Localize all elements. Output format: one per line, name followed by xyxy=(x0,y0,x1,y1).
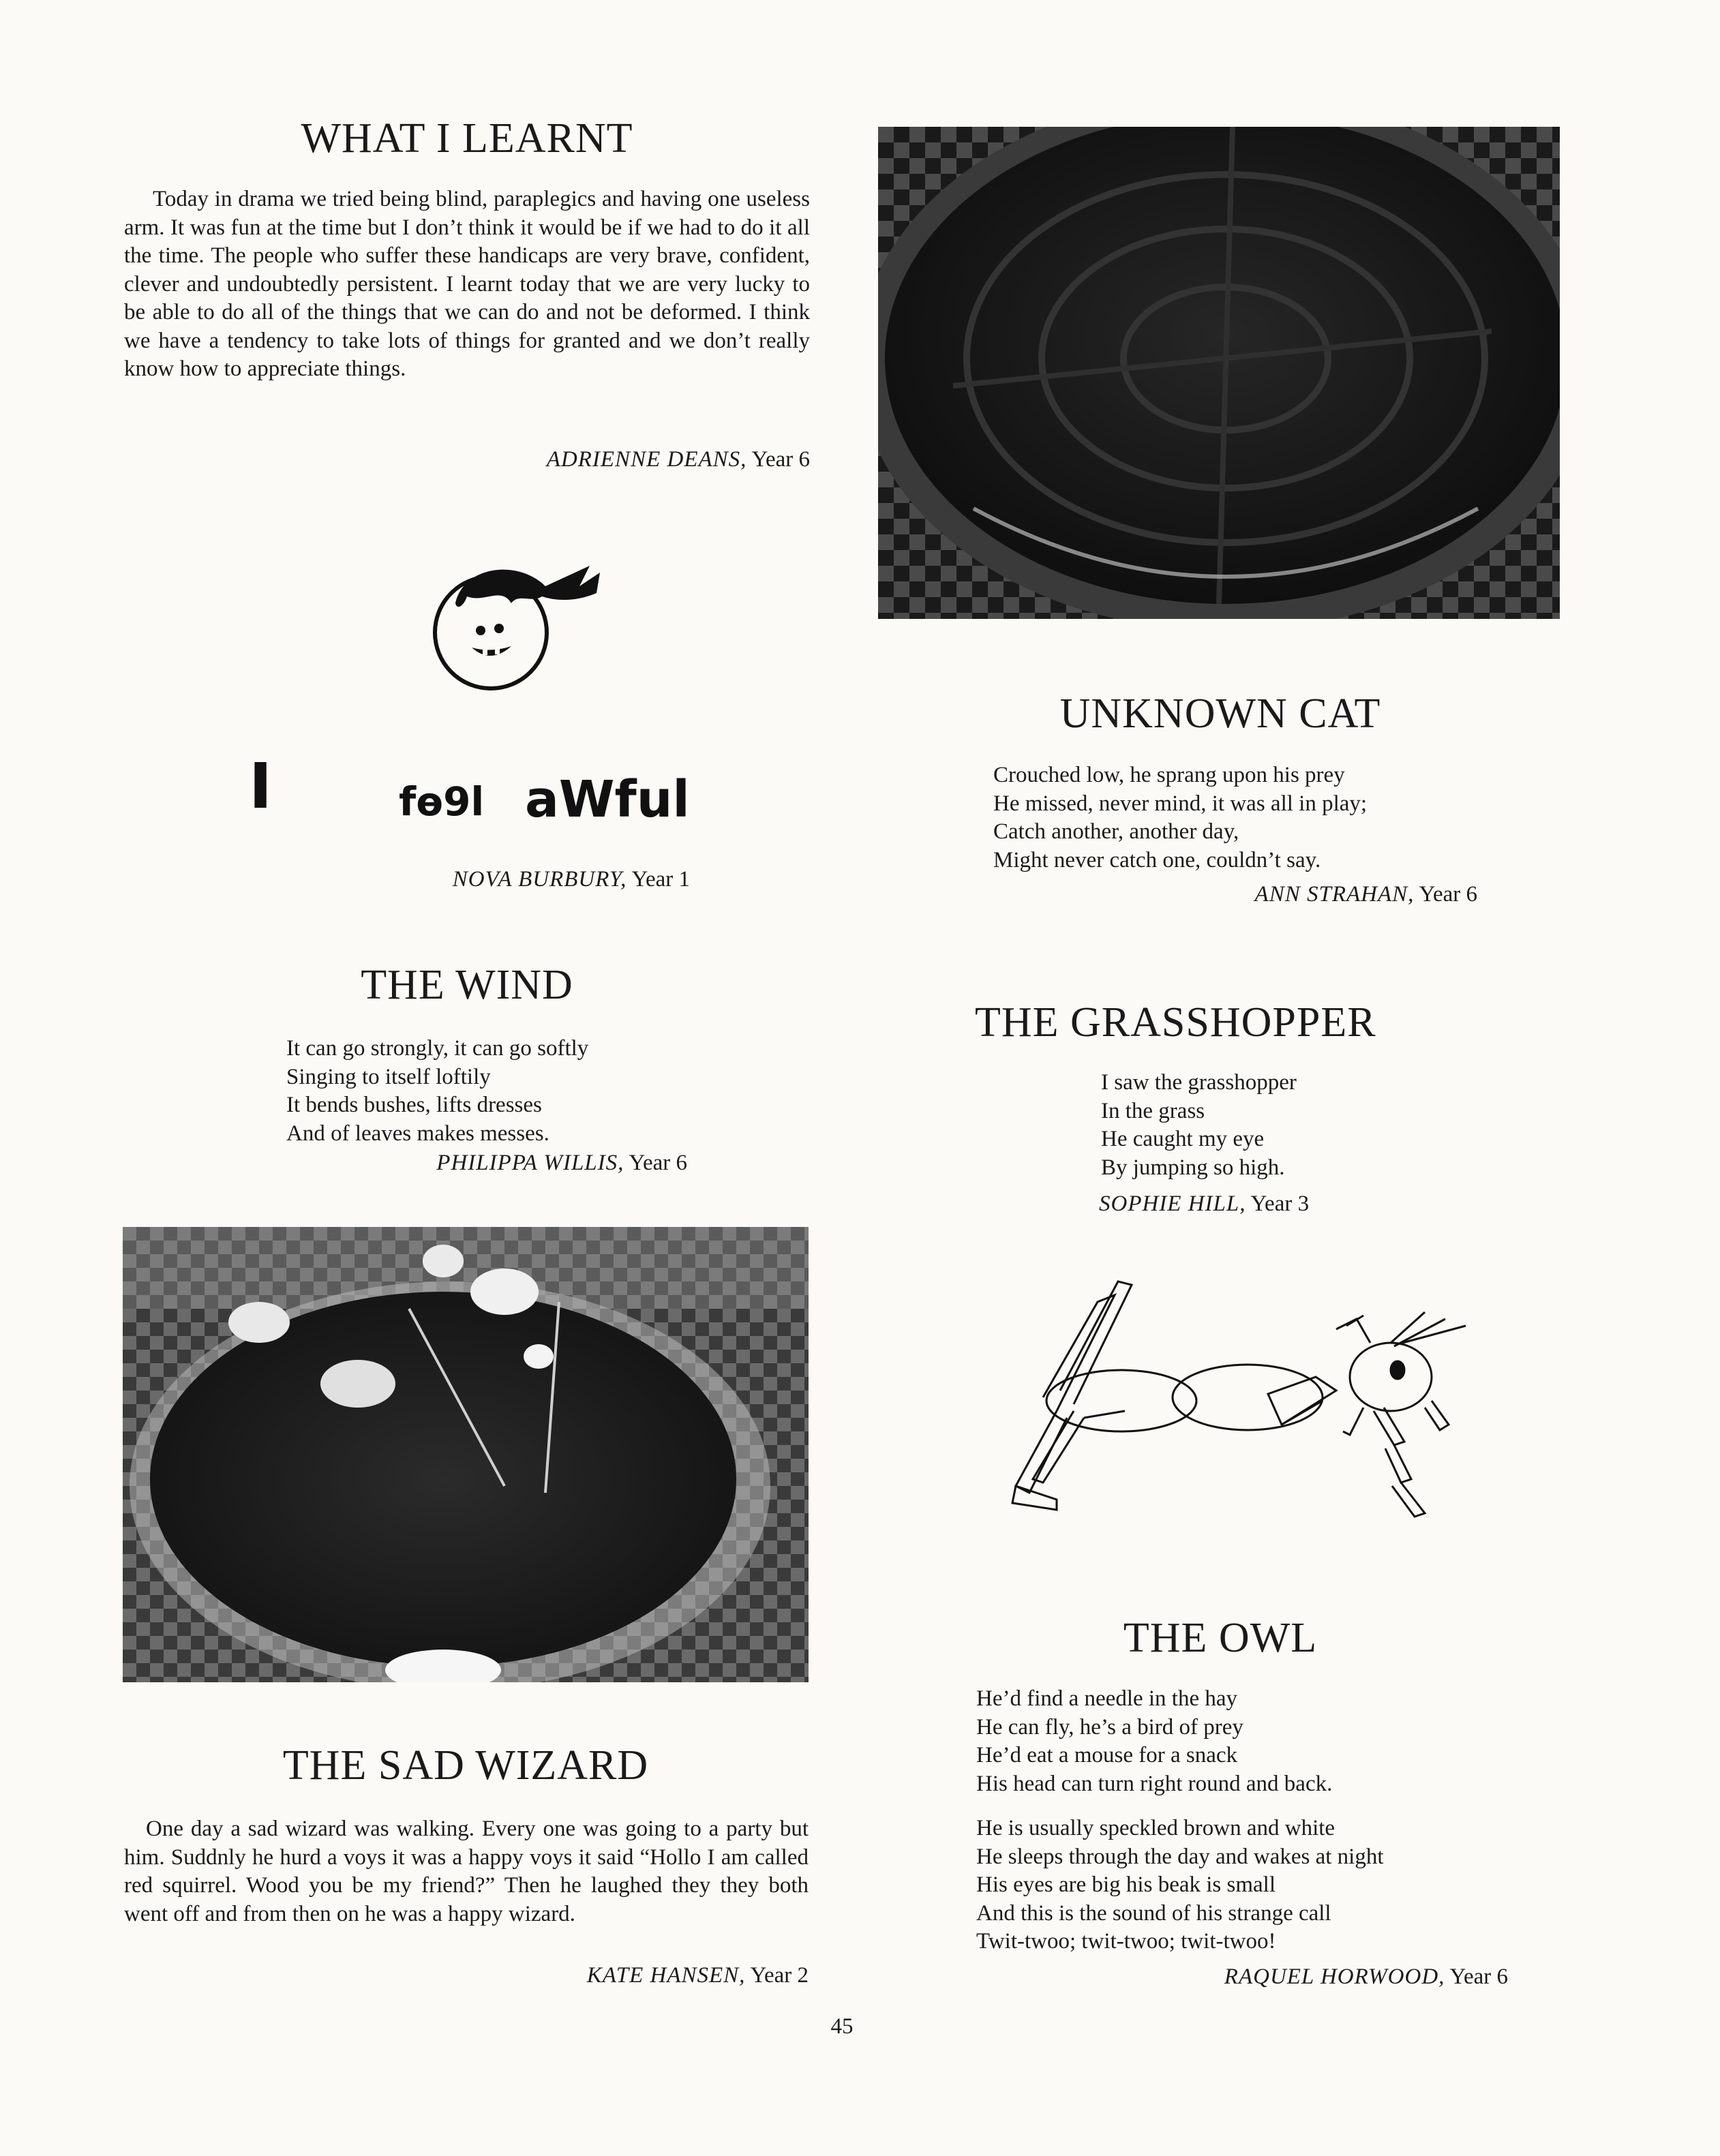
poem-line: In the grass xyxy=(1101,1098,1205,1123)
what-i-learnt-title: WHAT I LEARNT xyxy=(301,115,633,162)
author-year: Year 6 xyxy=(629,1151,687,1175)
author-year: Year 6 xyxy=(1449,1964,1508,1989)
the-owl-stanza-1 xyxy=(976,1685,1542,1798)
author-name: RAQUEL HORWOOD, xyxy=(1224,1964,1445,1989)
poem-line: It bends bushes, lifts dresses xyxy=(286,1093,542,1117)
poem-line: He’d eat a mouse for a snack xyxy=(976,1743,1237,1767)
author-name: NOVA BURBURY, xyxy=(452,867,627,892)
grasshopper-byline xyxy=(1099,1191,1309,1217)
the-wind-title: THE WIND xyxy=(361,962,573,1008)
dark-cake-photo xyxy=(878,127,1560,619)
author-year: Year 3 xyxy=(1250,1191,1310,1216)
handwritten-i: I xyxy=(249,750,273,823)
what-i-learnt-body: Today in drama we tried being blind, paraplegics and having one useless arm. It was fun at the time but I don’t think it would be if we had to do it all the time. The people who suffer these handicaps are very brave, confident, clever and undoubtedly persistent. I learnt today that we are very lucky to be able to do all of the things that we can do and not be deformed. I think we have a tendency to take lots of things for granted and we don’t really know how to appreciate things. xyxy=(124,187,810,381)
poem-line: Catch another, another day, xyxy=(993,819,1239,844)
grasshopper-drawing xyxy=(954,1254,1486,1547)
what-i-learnt-byline xyxy=(124,446,810,474)
poem-line: Singing to itself loftily xyxy=(286,1064,491,1089)
author-year: Year 6 xyxy=(1419,882,1477,907)
poem-line: His head can turn right round and back. xyxy=(976,1771,1333,1796)
author-year: Year 1 xyxy=(631,867,690,892)
the-wind-poem xyxy=(286,1035,764,1148)
handwritten-awful: aWful xyxy=(525,770,690,829)
author-year: Year 2 xyxy=(750,1963,809,1988)
page-number: 45 xyxy=(830,2014,854,2039)
author-name: KATE HANSEN, xyxy=(586,1963,746,1988)
poem-line: He missed, never mind, it was all in play; xyxy=(993,791,1368,816)
grasshopper-poem xyxy=(1101,1069,1442,1182)
author-name: ADRIENNE DEANS, xyxy=(546,447,747,472)
poem-line: It can go strongly, it can go softly xyxy=(286,1036,589,1061)
unknown-cat-byline xyxy=(993,881,1477,909)
the-wind-byline xyxy=(286,1149,687,1177)
unknown-cat-title: UNKNOWN CAT xyxy=(1059,690,1381,737)
the-owl-byline xyxy=(976,1963,1508,1991)
author-year: Year 6 xyxy=(751,447,810,472)
poem-line: I saw the grasshopper xyxy=(1101,1070,1297,1095)
sad-wizard-body: One day a sad wizard was walking. Every one was going to a party but him. Suddnly he hurd a voys it was a happy voys it said “Hollo I am called red squirrel. Wood you be my friend?” Then he laughed they they both went off and from then on he was a happy wizard. xyxy=(124,1817,809,1926)
poem-line: Crouched low, he sprang upon his prey xyxy=(993,763,1345,787)
sad-wizard-title: THE SAD WIZARD xyxy=(282,1742,649,1789)
author-name: SOPHIE HILL, xyxy=(1099,1191,1246,1216)
poem-line: Twit-twoo; twit-twoo; twit-twoo! xyxy=(976,1929,1276,1954)
poem-line: Might never catch one, couldn’t say. xyxy=(993,847,1321,872)
poem-line: He sleeps through the day and wakes at night xyxy=(976,1844,1384,1869)
sad-wizard-byline xyxy=(124,1962,809,1990)
poem-line: His eyes are big his beak is small xyxy=(976,1872,1276,1897)
unknown-cat-poem xyxy=(993,761,1539,875)
the-owl-stanza-2 xyxy=(976,1815,1542,1956)
handwritten-feel: fѳ9l xyxy=(399,778,485,825)
poem-line: He’d find a needle in the hay xyxy=(976,1686,1238,1711)
the-owl-title: THE OWL xyxy=(1123,1615,1318,1661)
cake-photo xyxy=(123,1227,809,1682)
poem-line: By jumping so high. xyxy=(1101,1155,1285,1180)
poem-line: He can fly, he’s a bird of prey xyxy=(976,1714,1243,1740)
poem-line: And of leaves makes messes. xyxy=(286,1121,549,1146)
smiley-face-drawing xyxy=(416,538,661,716)
author-name: ANN STRAHAN, xyxy=(1254,882,1415,907)
author-name: PHILIPPA WILLIS, xyxy=(436,1151,624,1175)
grasshopper-title: THE GRASSHOPPER xyxy=(975,999,1376,1046)
poem-line: He caught my eye xyxy=(1101,1127,1265,1151)
nova-byline xyxy=(124,866,690,894)
poem-line: He is usually speckled brown and white xyxy=(976,1816,1336,1840)
poem-line: And this is the sound of his strange call xyxy=(976,1900,1331,1926)
